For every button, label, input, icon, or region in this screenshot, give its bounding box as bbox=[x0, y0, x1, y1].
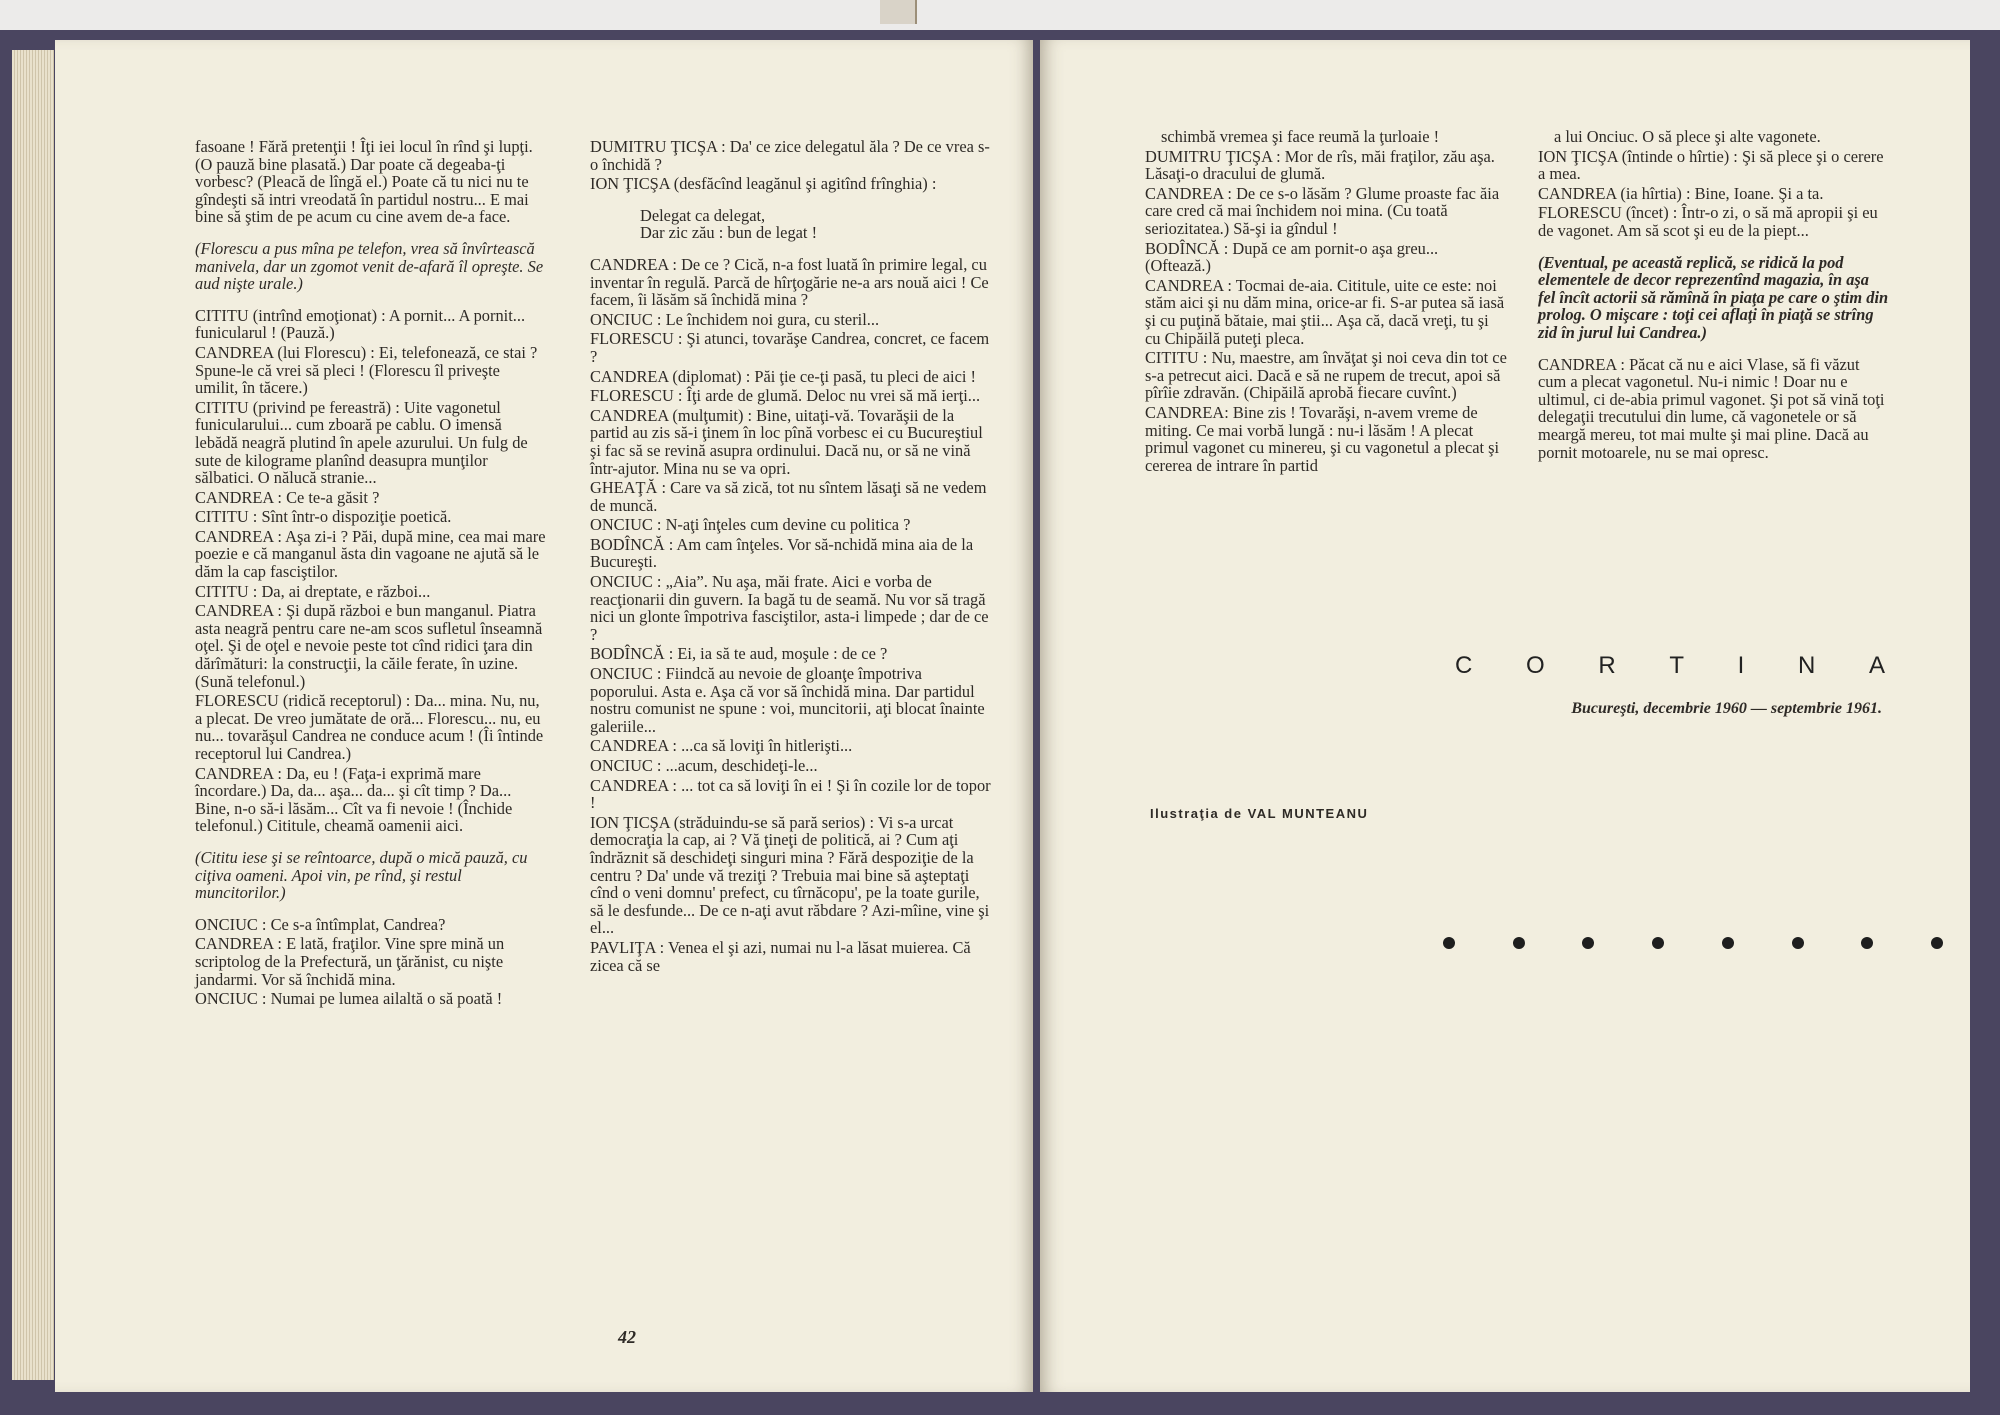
bullet-dot bbox=[1861, 937, 1873, 949]
dialogue-line: FLORESCU : Îţi arde de glumă. Deloc nu vrei să mă ierţi... bbox=[590, 386, 981, 406]
left-page-column-1 bbox=[195, 138, 547, 1010]
dialogue-line: CITITU : Sînt într-o dispoziţie poetică. bbox=[195, 507, 452, 527]
dialogue-line: ONCIUC : Fiindcă au nevoie de gloanţe împotriva poporului. Asta e. Aşa că vor să închidă mina. Dar partidul nostru comunist ne spune : voi, muncitorii, aţi blocat înainte galeriile... bbox=[590, 664, 985, 736]
dialogue-line: ION ŢICŞA (întinde o hîrtie) : Şi să plece şi o cerere a mea. bbox=[1538, 146, 1884, 184]
right-page-column-2 bbox=[1538, 128, 1890, 463]
bullet-dot bbox=[1582, 937, 1594, 949]
dialogue-line: ION ŢICŞA (străduindu-se să pară serios) : Vi s-a urcat democraţia la cap, ai ? Vă ţineţi de politică, ai ? Cum aţi îndrăznit să deschideţi singuri mina ? Fără despoziţie de la centru ? Da' unde vă treziţi ? Trebuia mai bine să aşteptaţi cînd o veni domnu' prefect, cu tîrnăcopu', pe la toate gurile, să le desfunde... De ce n-aţi avut răbdare ? Azi-mîine, vine şi el... bbox=[590, 812, 990, 938]
dialogue-line: BODÎNCĂ : După ce am pornit-o aşa greu... (Oftează.) bbox=[1145, 238, 1439, 276]
dialogue-line: GHEAŢĂ : Care va să zică, tot nu sîntem lăsaţi să ne vedem de muncă. bbox=[590, 478, 987, 515]
dialogue-line: CITITU (privind pe fereastră) : Uite vagonetul funicularului... cum zboară pe cablu. O imensă lebădă neagră plutind în apele azurului. Un fulg de sute de kilograme planînd deasupra munţilor sălbatici. O nălucă stranie... bbox=[195, 397, 528, 488]
dialogue-line: CANDREA (lui Florescu) : Ei, telefonează, ce stai ? Spune-le că vrei să pleci ! (Florescu îl priveşte umilit, în tăcere.) bbox=[195, 342, 538, 398]
dialogue-line: CANDREA : ... tot ca să loviţi în ei ! Şi în cozile lor de topor ! bbox=[590, 775, 991, 813]
illustration-credit: Ilustraţia de VAL MUNTEANU bbox=[1150, 806, 1369, 821]
cortina-letter: N bbox=[1797, 652, 1816, 679]
page-edges bbox=[12, 50, 54, 1380]
dialogue-line: ONCIUC : N-aţi înţeles cum devine cu politica ? bbox=[590, 515, 911, 535]
dialogue-line: ONCIUC : ...acum, deschideţi-le... bbox=[590, 756, 818, 775]
dialogue-line: schimbă vremea şi face reumă la ţurloaie ! bbox=[1161, 127, 1440, 146]
scanner-background bbox=[0, 0, 2000, 30]
dialogue-line: CANDREA (mulţumit) : Bine, uitaţi-vă. Tovarăşii de la partid au zis să-i ţinem în loc pînă vorbesc ei cu Bucureştiul şi fac să se revină asupra ordinului. Dacă nu, or să ne vină într-ajutor. Mina nu se va opri. bbox=[590, 405, 983, 478]
cortina-letter: C bbox=[1455, 652, 1473, 679]
dialogue-line: DUMITRU ŢICŞA : Da' ce zice delegatul ăla ? De ce vrea s-o închidă ? bbox=[590, 137, 990, 174]
dialogue-line: FLORESCU (încet) : Într-o zi, o să mă apropii şi eu de vagonet. Am să scot şi eu de la piept... bbox=[1538, 203, 1878, 240]
dialogue-line: FLORESCU : Şi atunci, tovarăşe Candrea, concret, ce facem ? bbox=[590, 329, 990, 366]
left-page-column-2 bbox=[590, 138, 992, 976]
bullet-dot bbox=[1513, 937, 1525, 949]
bookmark-tab bbox=[880, 0, 917, 24]
left-page bbox=[55, 40, 1033, 1392]
cortina-letter: O bbox=[1526, 652, 1545, 679]
page-number: 42 bbox=[618, 1327, 636, 1347]
dialogue-line: CANDREA (diplomat) : Păi ţie ce-ţi pasă, tu pleci de aici ! bbox=[590, 366, 976, 386]
cortina-letter: A bbox=[1868, 652, 1885, 679]
text-paragraph: fasoane ! Fără pretenţii ! Îţi iei locul în rînd şi lupţi. (O pauză bine plasată.) Dar poate că degeaba-ţi vorbesc? (Pleacă de lîngă el.) Poate că tu nici nu te gîndeşti să intri vreodată în partidul nostru... E mai bine să ştim de pe acum cu cine avem de-a face. bbox=[195, 137, 533, 227]
dialogue-line: BODÎNCĂ : Ei, ia să te aud, moşule : de ce ? bbox=[590, 644, 888, 664]
dialogue-line: BODÎNCĂ : Am cam înţeles. Vor să-nchidă mina aia de la Bucureşti. bbox=[590, 534, 974, 572]
dialogue-line: CANDREA : Aşa zi-i ? Păi, după mine, cea mai mare poezie e că manganul ăsta din vagoane ne ajută să le dăm la cap fasciştilor. bbox=[195, 526, 546, 582]
bullet-dot bbox=[1443, 937, 1455, 949]
dialogue-line: CANDREA : ...ca să loviţi în hitlerişti... bbox=[590, 736, 853, 756]
dialogue-line: CANDREA : De ce s-o lăsăm ? Glume proaste fac ăia care cred că mai închidem noi mina. (Cu toată seriozitatea.) Să-şi ia gîndul ! bbox=[1145, 183, 1500, 238]
stage-direction: (Eventual, pe această replică, se ridică la pod elementele de decor reprezentînd magazia, în aşa fel încît actorii să rămînă în piaţa pe care o ştim din prolog. O mişcare : toţi cei aflaţi în piaţă se strîng zid în jurul lui Candrea.) bbox=[1538, 252, 1889, 342]
dialogue-line: CANDREA : Tocmai de-aia. Cititule, uite ce este: noi stăm aici şi nu dăm mina, orice-ar fi. S-ar putea să iasă şi cu puţină bătaie, mai ştii... Aşa că, dacă vreţi, tu şi cu Chipăilă puteţi pleca. bbox=[1145, 275, 1505, 348]
dot-divider bbox=[1443, 937, 1943, 949]
dialogue-line: FLORESCU (ridică receptorul) : Da... mina. Nu, nu, a plecat. De vreo jumătate de oră... Florescu... nu, eu nu... tovarăşul Candrea ne conduce acum ! (Îi întinde receptorul lui Candrea.) bbox=[195, 691, 544, 763]
dialogue-line: ONCIUC : „Aia”. Nu aşa, măi frate. Aici e vorba de reacţionarii din guvern. Ia bagă tu de seamă. Nu vor să tragă nici un glonte împotriva fasciştilor, asta-i limpede ; dar de ce ? bbox=[590, 572, 989, 644]
dialogue-line: CANDREA : Păcat că nu e aici Vlase, să fi văzut cum a plecat vagonetul. Nu-i nimic ! Doar nu e ultimul, ci de-abia primul vagonet. Şi pot să vină toţi delegaţii trecutului din lume, că vagonetele or să meargă mereu, tot mai multe şi mai pline. Dacă au pornit motoarele, nu se mai opresc. bbox=[1538, 354, 1885, 462]
stage-direction: (Cititu iese şi se reîntoarce, după o mică pauză, cu ciţiva oameni. Apoi vin, pe rînd, şi restul muncitorilor.) bbox=[195, 847, 528, 903]
stage-direction: (Florescu a pus mîna pe telefon, vrea să învîrtească manivela, dar un zgomot venit de-afară îl opreşte. Se aud nişte urale.) bbox=[195, 238, 544, 294]
cortina-letter: R bbox=[1598, 652, 1616, 679]
dialogue-line: PAVLIŢA : Venea el şi azi, numai nu l-a lăsat muierea. Că zicea că se bbox=[590, 937, 971, 975]
bullet-dot bbox=[1722, 937, 1734, 949]
book-edge bbox=[1970, 40, 1992, 1390]
dateline: Bucureşti, decembrie 1960 — septembrie 1961. bbox=[1571, 700, 1882, 717]
dialogue-line: CANDREA : E lată, fraţilor. Vine spre mină un scriptolog de la Prefectură, un ţărănist, cu nişte jandarmi. Vor să închidă mina. bbox=[195, 934, 505, 989]
cortina-heading bbox=[1455, 652, 1885, 680]
dialogue-line: ONCIUC : Le închidem noi gura, cu steril... bbox=[590, 309, 880, 329]
dialogue-line: CITITU : Da, ai dreptate, e război... bbox=[195, 581, 431, 601]
cortina-letter: T bbox=[1669, 652, 1684, 679]
verse-line: Dar zic zău : bun de legat ! bbox=[640, 223, 818, 243]
dialogue-line: a lui Onciuc. O să plece şi alte vagonete. bbox=[1554, 127, 1821, 146]
right-page-column-1 bbox=[1145, 128, 1507, 476]
bullet-dot bbox=[1931, 937, 1943, 949]
dialogue-line: ONCIUC : Numai pe lumea ailaltă o să poată ! bbox=[195, 989, 503, 1009]
dialogue-line: CANDREA : Da, eu ! (Faţa-i exprimă mare încordare.) Da, da... aşa... da... şi cît timp ? Da... Bine, n-o să-i lăsăm... Cît va fi nevoie ! (Închide telefonul.) Cititule, cheamă oamenii aici. bbox=[195, 763, 513, 836]
dialogue-line: CANDREA: Bine zis ! Tovarăşi, n-avem vreme de miting. Ce mai vorbă lungă : nu-i lăsăm ! A plecat primul vagonet cu minereu, şi cu vagonetul a plecat şi cererea de intrare în partid bbox=[1145, 402, 1500, 475]
dialogue-line: CITITU (intrînd emoţionat) : A pornit... A pornit... funicularul ! (Pauză.) bbox=[195, 305, 526, 343]
dialogue-line: ONCIUC : Ce s-a întîmplat, Candrea? bbox=[195, 914, 446, 934]
bullet-dot bbox=[1792, 937, 1804, 949]
bullet-dot bbox=[1652, 937, 1664, 949]
dialogue-line: CANDREA : Ce te-a găsit ? bbox=[195, 487, 380, 507]
verse-line: Delegat ca delegat, bbox=[640, 205, 766, 225]
cortina-letter: I bbox=[1737, 652, 1745, 679]
dialogue-line: CITITU : Nu, maestre, am învăţat şi noi ceva din tot ce s-a petrecut aici. Dacă e să ne rupem de trecut, apoi să pîrîie zdravăn. (Chipăilă aprobă fiecare cuvînt.) bbox=[1145, 348, 1507, 403]
dialogue-line: DUMITRU ŢICŞA : Mor de rîs, măi fraţilor, zău aşa. Lăsaţi-o dracului de glumă. bbox=[1145, 146, 1495, 184]
dialogue-line: CANDREA (ia hîrtia) : Bine, Ioane. Şi a ta. bbox=[1538, 183, 1824, 203]
dialogue-line: CANDREA : De ce ? Cică, n-a fost luată în primire legal, cu inventar în regulă. Parcă de hîrţogărie ne-a ars nouă aici ! Ce facem, îi lăsăm să închidă mina ? bbox=[590, 254, 989, 310]
dialogue-line: CANDREA : Şi după război e bun manganul. Piatra asta neagră pentru care ne-am scos sufletul înseamnă oţel. Şi de oţel e nevoie peste tot cînd ridici ţara din dărîmături: la construcţii, la căile ferate, în uzine. (Sună telefonul.) bbox=[195, 601, 543, 691]
dialogue-line: ION ŢICŞA (desfăcînd leagănul şi agitînd frînghia) : bbox=[590, 174, 937, 194]
